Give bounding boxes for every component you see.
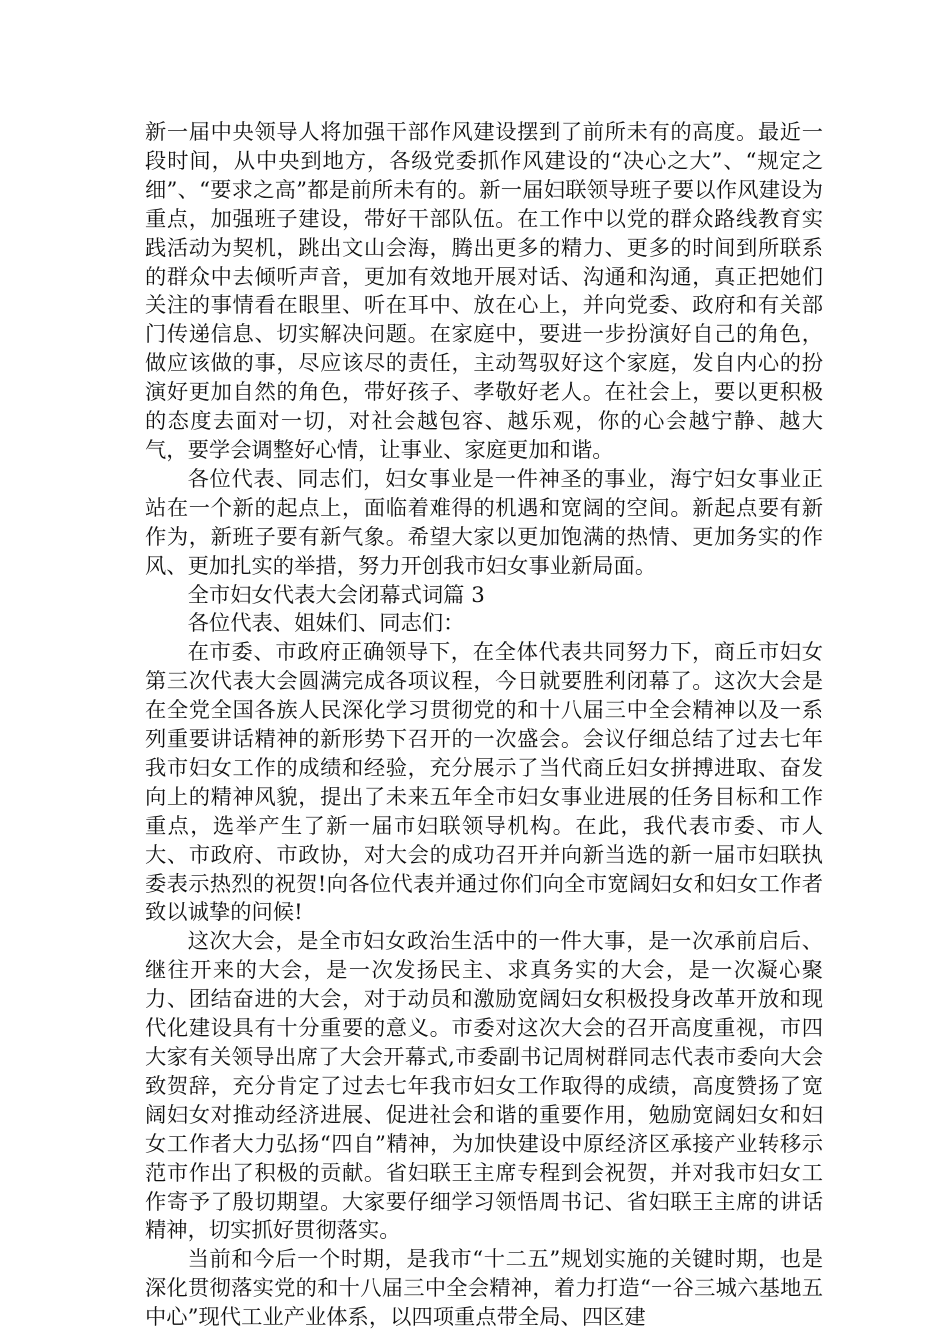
paragraph-1: 新一届中央领导人将加强干部作风建设摆到了前所未有的高度。最近一段时间，从中央到地方，各级党委抓作风建设的“决心之大”、“规定之细”、“要求之高”都是前所未有的。新一届妇联领导班子要以作风建设为重点，加强班子建设，带好干部队伍。在工作中以党的群众路线教育实践活动为契机，跳出文山会海，腾出更多的精力、更多的时间到所联系的群众中去倾听声音，更加有效地开展对话、沟通和沟通，真正把她们关注的事情看在眼里、听在耳中、放在心上，并向党委、政府和有关部门传递信息、切实解决问题。在家庭中，要进一步扮演好自己的角色，做应该做的事，尽应该尽的责任，主动驾驭好这个家庭，发自内心的扮演好更加自然的角色，带好孩子、孝敬好老人。在社会上，要以更积极的态度去面对一切，对社会越包容、越乐观，你的心会越宁静、越大气，要学会调整好心情，让事业、家庭更加和谐。 xyxy=(145,120,823,463)
paragraph-5: 在市委、市政府正确领导下，在全体代表共同努力下，商丘市妇女第三次代表大会圆满完成各项议程，今日就要胜利闭幕了。这次大会是在全党全国各族人民深化学习贯彻党的和十八届三中全会精神以及一系列重要讲话精神的新形势下召开的一次盛会。会议仔细总结了过去七年我市妇女工作的成绩和经验，充分展示了当代商丘妇女拼搏进取、奋发向上的精神风貌，提出了未来五年全市妇女事业进展的任务目标和工作重点，选举产生了新一届市妇联领导机构。在此，我代表市委、市人大、市政府、市政协，对大会的成功召开并向新当选的新一届市妇联执委表示热烈的祝贺!向各位代表并通过你们向全市宽阔妇女和妇女工作者致以诚挚的问候! xyxy=(145,640,823,926)
salutation: 各位代表、姐妹们、同志们： xyxy=(187,611,465,637)
section-heading: 全市妇女代表大会闭幕式词篇 3 xyxy=(187,582,485,608)
paragraph-7: 当前和今后一个时期，是我市“十二五”规划实施的关键时期，也是深化贯彻落实党的和十八届三中全会精神，着力打造“一谷三城六基地五中心”现代工业产业体系，以四项重点带全局、四区建 xyxy=(145,1247,823,1331)
paragraph-2: 各位代表、同志们，妇女事业是一件神圣的事业，海宁妇女事业正站在一个新的起点上，面临着难得的机遇和宽阔的空间。新起点要有新作为，新班子要有新气象。希望大家以更加饱满的热情、更加务实的作风、更加扎实的举措，努力开创我市妇女事业新局面。 xyxy=(145,466,823,579)
paragraph-6: 这次大会，是全市妇女政治生活中的一件大事，是一次承前启后、继往开来的大会，是一次发扬民主、求真务实的大会，是一次凝心聚力、团结奋进的大会，对于动员和激励宽阔妇女积极投身改革开放和现代化建设具有十分重要的意义。市委对这次大会的召开高度重视，市四大家有关领导出席了大会开幕式,市委副书记周树群同志代表市委向大会致贺辞，充分肯定了过去七年我市妇女工作取得的成绩，高度赞扬了宽阔妇女对推动经济进展、促进社会和谐的重要作用，勉励宽阔妇女和妇女工作者大力弘扬“四自”精神，为加快建设中原经济区承接产业转移示范市作出了积极的贡献。省妇联王主席专程到会祝贺，并对我市妇女工作寄予了殷切期望。大家要仔细学习领悟周书记、省妇联王主席的讲话精神，切实抓好贯彻落实。 xyxy=(145,929,823,1244)
document-body xyxy=(145,119,823,1333)
